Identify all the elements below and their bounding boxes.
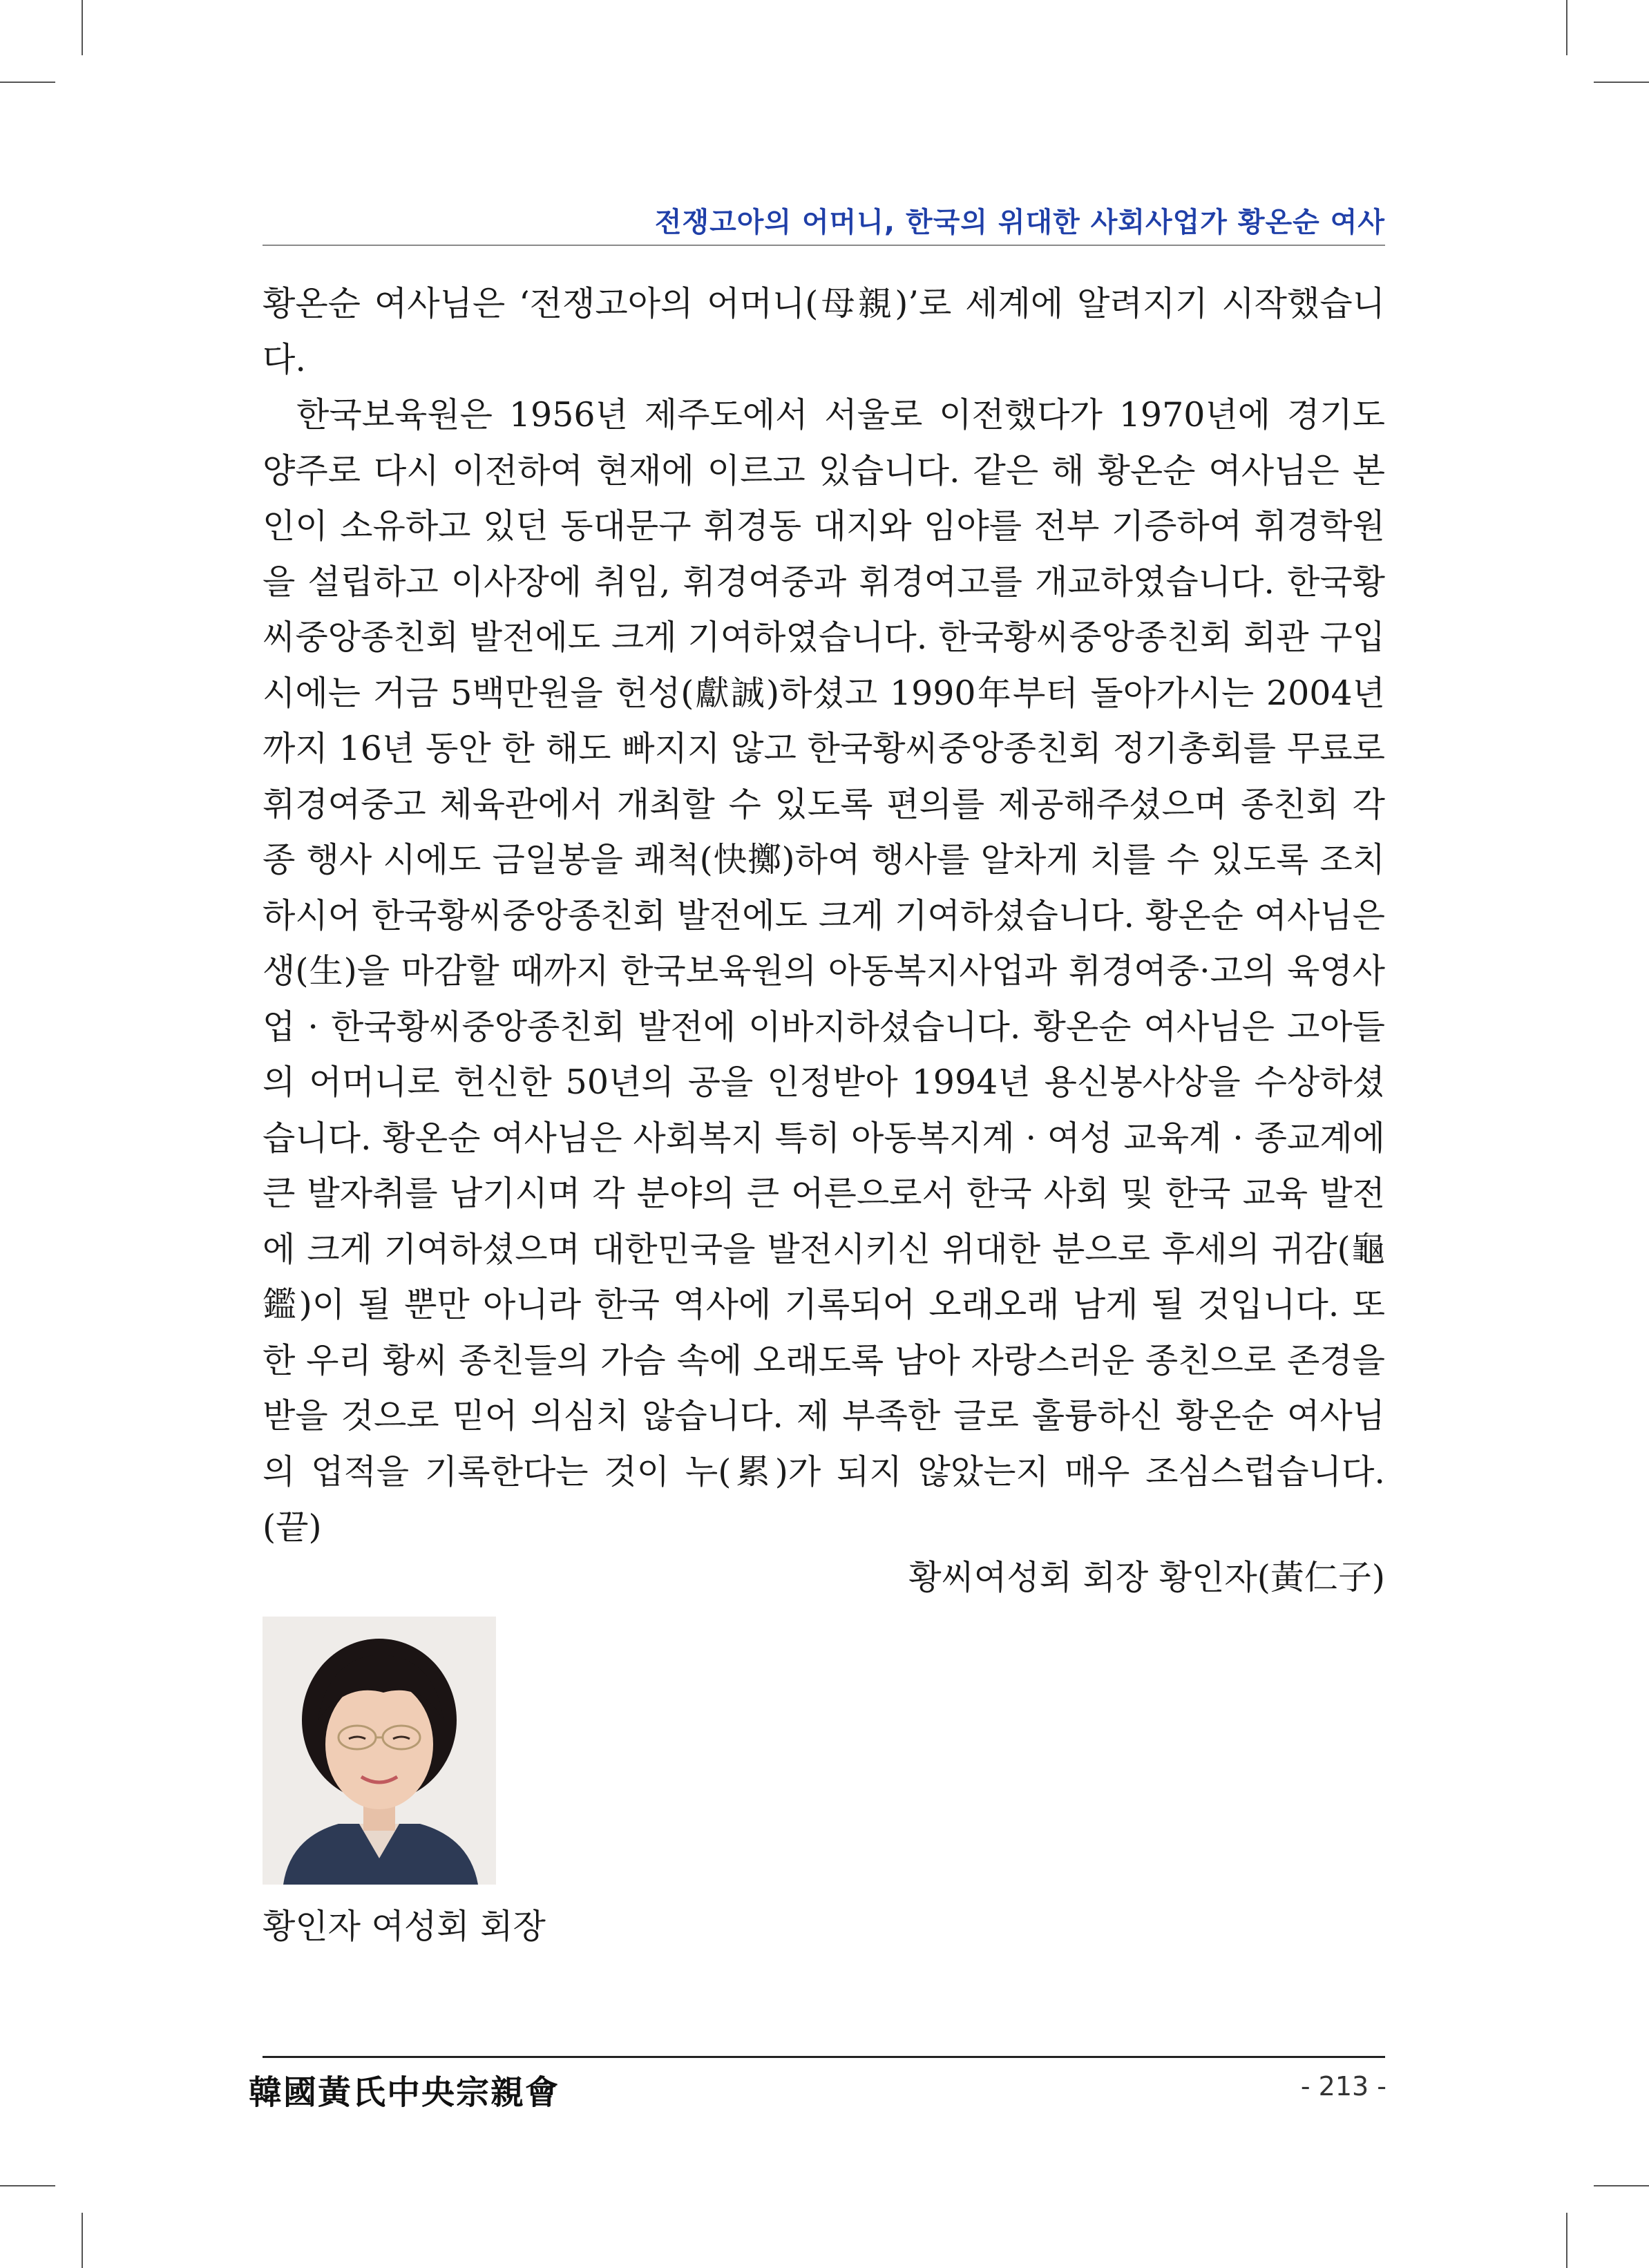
author-signature: 황씨여성회 회장 황인자(黃仁子): [908, 1558, 1385, 1597]
page-number: - 213 -: [1300, 2071, 1386, 2102]
header-divider: [263, 245, 1385, 246]
crop-mark-top-left: [82, 0, 83, 55]
footer-divider: [263, 2056, 1385, 2058]
photo-caption: 황인자 여성회 회장: [263, 1907, 546, 1946]
article-body: [263, 276, 1385, 1556]
crop-mark-top-left-h: [0, 82, 55, 83]
footer-logo: 韓國黃氏中央宗親會: [249, 2073, 560, 2112]
crop-mark-bottom-left: [82, 2213, 83, 2268]
crop-mark-top-right-h: [1594, 82, 1649, 83]
portrait-photo: [263, 1617, 496, 1885]
paragraph-2: 한국보육원은 1956년 제주도에서 서울로 이전했다가 1970년에 경기도 양주로 다시 이전하여 현재에 이르고 있습니다. 같은 해 황온순 여사님은 본인이 소유하고 있던 동대문구 휘경동 대지와 임야를 전부 기증하여 휘경학원을 설립하고 이사장에 취임, 휘경여중과 휘경여고를 개교하였습니다. 한국황씨중앙종친회 발전에도 크게 기여하였습니다. 한국황씨중앙종친회 회관 구입 시에는 거금 5백만원을 헌성(獻誠)하셨고 1990年부터 돌아가시는 2004년까지 16년 동안 한 해도 빠지지 않고 한국황씨중앙종친회 정기총회를 무료로 휘경여중고 체육관에서 개최할 수 있도록 편의를 제공해주셨으며 종친회 각종 행사 시에도 금일봉을 쾌척(快擲)하여 행사를 알차게 치를 수 있도록 조치하시어 한국황씨중앙종친회 발전에도 크게 기여하셨습니다. 황온순 여사님은 생(生)을 마감할 때까지 한국보육원의 아동복지사업과 휘경여중·고의 육영사업 · 한국황씨중앙종친회 발전에 이바지하셨습니다. 황온순 여사님은 고아들의 어머니로 헌신한 50년의 공을 인정받아 1994년 용신봉사상을 수상하셨습니다. 황온순 여사님은 사회복지 특히 아동복지계 · 여성 교육계 · 종교계에 큰 발자취를 남기시며 각 분야의 큰 어른으로서 한국 사회 및 한국 교육 발전에 크게 기여하셨으며 대한민국을 발전시키신 위대한 분으로 후세의 귀감(龜鑑)이 될 뿐만 아니라 한국 역사에 기록되어 오래오래 남게 될 것입니다. 또한 우리 황씨 종친들의 가슴 속에 오래도록 남아 자랑스러운 종친으로 존경을 받을 것으로 믿어 의심치 않습니다. 제 부족한 글로 훌륭하신 황온순 여사님의 업적을 기록한다는 것이 누(累)가 되지 않았는지 매우 조심스럽습니다.(끝): [263, 395, 1386, 1547]
portrait-photo-icon: [263, 1617, 496, 1885]
crop-mark-bottom-right: [1566, 2213, 1567, 2268]
crop-mark-bottom-left-h: [0, 2185, 55, 2186]
crop-mark-bottom-right-h: [1594, 2185, 1649, 2186]
running-header: 전쟁고아의 어머니, 한국의 위대한 사회사업가 황온순 여사: [654, 207, 1385, 238]
paragraph-1: 황온순 여사님은 ‘전쟁고아의 어머니(母親)’로 세계에 알려지기 시작했습니다.: [263, 284, 1385, 379]
crop-mark-top-right: [1566, 0, 1567, 55]
